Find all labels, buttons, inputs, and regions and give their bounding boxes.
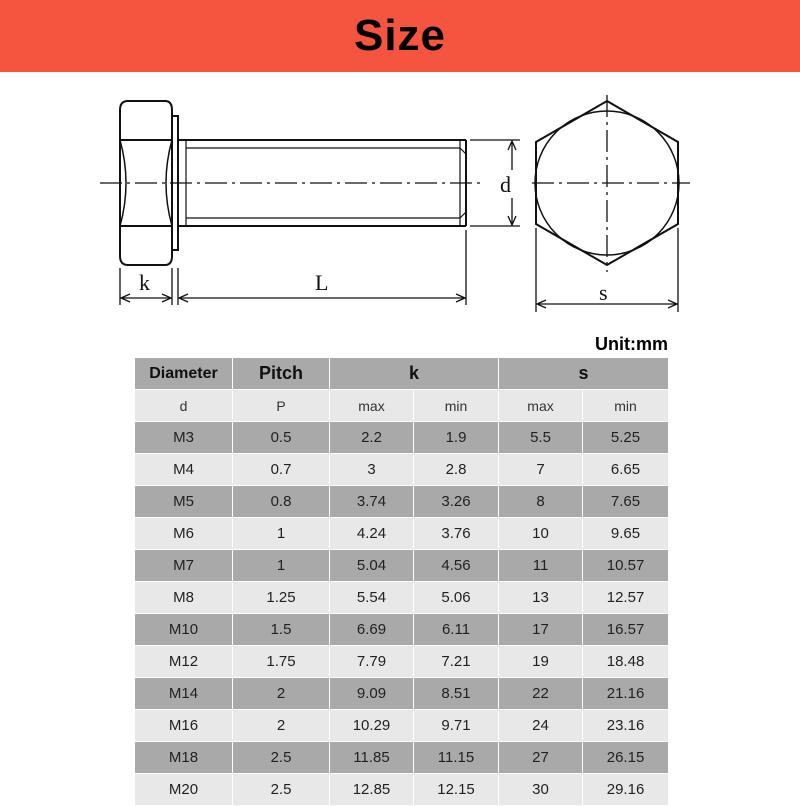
cell-k-max: 9.09	[330, 678, 414, 710]
cell-k-max: 7.79	[330, 646, 414, 678]
cell-s-min: 29.16	[583, 774, 669, 806]
table-row	[135, 646, 669, 678]
cell-diameter: M3	[135, 422, 233, 454]
cell-pitch: 0.7	[233, 454, 330, 486]
cell-diameter: M18	[135, 742, 233, 774]
label-L: L	[315, 270, 329, 295]
unit-label: Unit:mm	[595, 334, 668, 354]
table-row	[135, 774, 669, 806]
cell-k-max: 10.29	[330, 710, 414, 742]
cell-pitch: 2	[233, 710, 330, 742]
header-s: s	[499, 358, 669, 390]
cell-k-max: 3	[330, 454, 414, 486]
table-row	[135, 486, 669, 518]
cell-s-max: 24	[499, 710, 583, 742]
table-row	[135, 550, 669, 582]
table-row	[135, 710, 669, 742]
label-s: s	[599, 280, 608, 305]
cell-pitch: 1	[233, 518, 330, 550]
subheader-k-max: max	[330, 390, 414, 422]
cell-s-max: 10	[499, 518, 583, 550]
cell-k-min: 5.06	[414, 582, 499, 614]
table-row	[135, 518, 669, 550]
cell-s-min: 7.65	[583, 486, 669, 518]
cell-pitch: 0.5	[233, 422, 330, 454]
table-subheader-row	[135, 390, 669, 422]
table-header-row	[135, 358, 669, 390]
cell-s-min: 18.48	[583, 646, 669, 678]
table-body	[135, 422, 669, 806]
table-row	[135, 422, 669, 454]
cell-diameter: M5	[135, 486, 233, 518]
cell-diameter: M20	[135, 774, 233, 806]
cell-k-max: 3.74	[330, 486, 414, 518]
table-row	[135, 582, 669, 614]
cell-k-max: 12.85	[330, 774, 414, 806]
cell-k-min: 3.76	[414, 518, 499, 550]
cell-s-max: 17	[499, 614, 583, 646]
cell-s-min: 23.16	[583, 710, 669, 742]
cell-k-min: 2.8	[414, 454, 499, 486]
cell-k-max: 6.69	[330, 614, 414, 646]
table-row	[135, 614, 669, 646]
cell-diameter: M10	[135, 614, 233, 646]
cell-s-min: 12.57	[583, 582, 669, 614]
label-k: k	[139, 270, 150, 295]
cell-pitch: 1.25	[233, 582, 330, 614]
bolt-head-end-view	[532, 95, 690, 272]
cell-pitch: 0.8	[233, 486, 330, 518]
cell-k-min: 1.9	[414, 422, 499, 454]
cell-diameter: M12	[135, 646, 233, 678]
cell-diameter: M14	[135, 678, 233, 710]
cell-k-max: 4.24	[330, 518, 414, 550]
table-row	[135, 742, 669, 774]
title-banner	[0, 0, 800, 72]
cell-pitch: 1	[233, 550, 330, 582]
cell-diameter: M16	[135, 710, 233, 742]
cell-s-max: 27	[499, 742, 583, 774]
cell-k-max: 11.85	[330, 742, 414, 774]
cell-pitch: 2.5	[233, 742, 330, 774]
cell-s-max: 30	[499, 774, 583, 806]
table-row	[135, 454, 669, 486]
cell-k-min: 11.15	[414, 742, 499, 774]
cell-s-max: 22	[499, 678, 583, 710]
cell-k-min: 9.71	[414, 710, 499, 742]
cell-s-max: 7	[499, 454, 583, 486]
cell-k-max: 5.04	[330, 550, 414, 582]
header-diameter: Diameter	[135, 358, 233, 390]
page-title: Size	[353, 11, 447, 60]
table-row	[135, 678, 669, 710]
cell-s-min: 5.25	[583, 422, 669, 454]
cell-k-min: 6.11	[414, 614, 499, 646]
header-k: k	[330, 358, 499, 390]
cell-pitch: 2	[233, 678, 330, 710]
cell-s-min: 9.65	[583, 518, 669, 550]
cell-diameter: M6	[135, 518, 233, 550]
cell-k-min: 3.26	[414, 486, 499, 518]
cell-k-max: 2.2	[330, 422, 414, 454]
cell-s-min: 10.57	[583, 550, 669, 582]
cell-pitch: 1.75	[233, 646, 330, 678]
cell-s-max: 13	[499, 582, 583, 614]
cell-s-min: 16.57	[583, 614, 669, 646]
cell-diameter: M4	[135, 454, 233, 486]
cell-s-max: 5.5	[499, 422, 583, 454]
bolt-dimension-diagram	[0, 72, 800, 342]
cell-s-max: 19	[499, 646, 583, 678]
cell-s-min: 26.15	[583, 742, 669, 774]
header-pitch: Pitch	[233, 358, 330, 390]
cell-diameter: M7	[135, 550, 233, 582]
cell-s-min: 6.65	[583, 454, 669, 486]
dimension-table	[134, 357, 669, 806]
cell-k-min: 8.51	[414, 678, 499, 710]
cell-s-max: 11	[499, 550, 583, 582]
subheader-k-min: min	[414, 390, 499, 422]
subheader-s-max: max	[499, 390, 583, 422]
subheader-p: P	[233, 390, 330, 422]
cell-pitch: 1.5	[233, 614, 330, 646]
cell-pitch: 2.5	[233, 774, 330, 806]
cell-s-max: 8	[499, 486, 583, 518]
cell-k-min: 7.21	[414, 646, 499, 678]
subheader-s-min: min	[583, 390, 669, 422]
cell-s-min: 21.16	[583, 678, 669, 710]
cell-diameter: M8	[135, 582, 233, 614]
cell-k-min: 4.56	[414, 550, 499, 582]
cell-k-min: 12.15	[414, 774, 499, 806]
cell-k-max: 5.54	[330, 582, 414, 614]
subheader-d: d	[135, 390, 233, 422]
label-d: d	[500, 172, 511, 197]
